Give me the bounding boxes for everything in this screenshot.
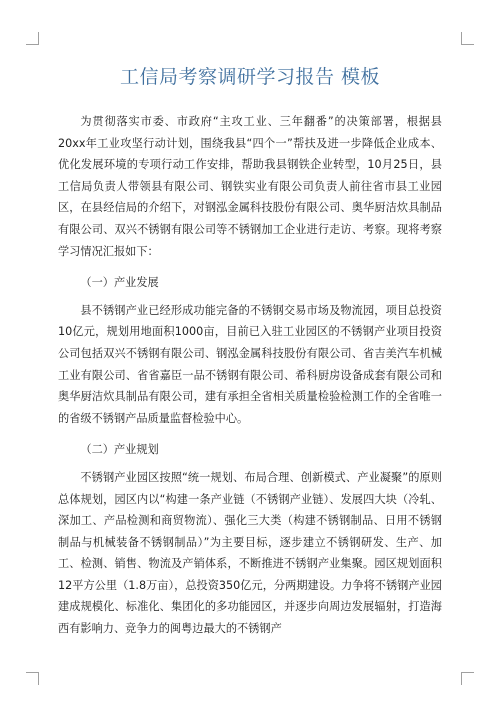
document-body [58, 111, 442, 640]
industry-development-paragraph: 县不锈钢产业已经形成功能完备的不锈钢交易市场及物流园，项目总投资10亿元，规划用地面积1000亩，目前已入驻工业园区的不锈钢产业项目投资公司包括双兴不锈钢有限公司、钢泓金属科技股份有限公司、省吉美汽车机械工业有限公司、省省嘉臣一品不锈钢有限公司、希科厨房设备成套有限公司和奥华厨洁炊具制品有限公司，建有承担全省相关质量检验检测工作的全省唯一的省级不锈钢产品质量监督检验中心。 [58, 303, 442, 425]
industry-planning-paragraph: 不锈钢产业园区按照“统一规划、布局合理、创新模式、产业凝聚”的原则总体规划，园区内以“构建一条产业链（不锈钢产业链）、发展四大块（冷轧、深加工、产品检测和商贸物流）、强化三大类（构建不锈钢制品、日用不锈钢制品与机械装备不锈钢制品）”为主要目标，逐步建立不锈钢研发、生产、加工、检测、销售、物流及产销体系，不断推进不锈钢产业集聚。园区规划面积12平方公里（1.8万亩），总投资350亿元，分两期建设。力争将不锈钢产业园建成规模化、标准化、集团化的多功能园区，并逐步向周边发展辐射，打造海西有影响力、竞争力的闽粤边最大的不锈钢产 [58, 470, 442, 636]
page-corner-mark-top-right [461, 32, 474, 45]
section-heading-industry-planning: （二）产业规划 [80, 443, 159, 457]
intro-paragraph: 为贯彻落实市委、市政府“主攻工业、三年翻番”的决策部署，根据县20xx年工业攻坚行动计划，围绕我县“四个一”帮扶及进一步降低企业成本、优化发展环境的专项行动工作安排，帮助我县钢铁企业转型，10月25日，县工信局负责人带领县有限公司、钢铁实业有限公司负责人前往省市县工业园区，在县经信局的介绍下，对钢泓金属科技股份有限公司、奥华厨洁炊具制品有限公司、双兴不锈钢有限公司等不锈钢加工企业进行走访、考察。现将考察学习情况汇报如下： [58, 115, 442, 258]
document-title: 工信局考察调研学习报告 模板 [119, 66, 381, 88]
page-corner-mark-top-left [26, 32, 39, 45]
page-corner-mark-bottom-left [26, 672, 39, 685]
section-heading-industry-development: （一）产业发展 [80, 276, 159, 290]
page-corner-mark-bottom-right [461, 672, 474, 685]
